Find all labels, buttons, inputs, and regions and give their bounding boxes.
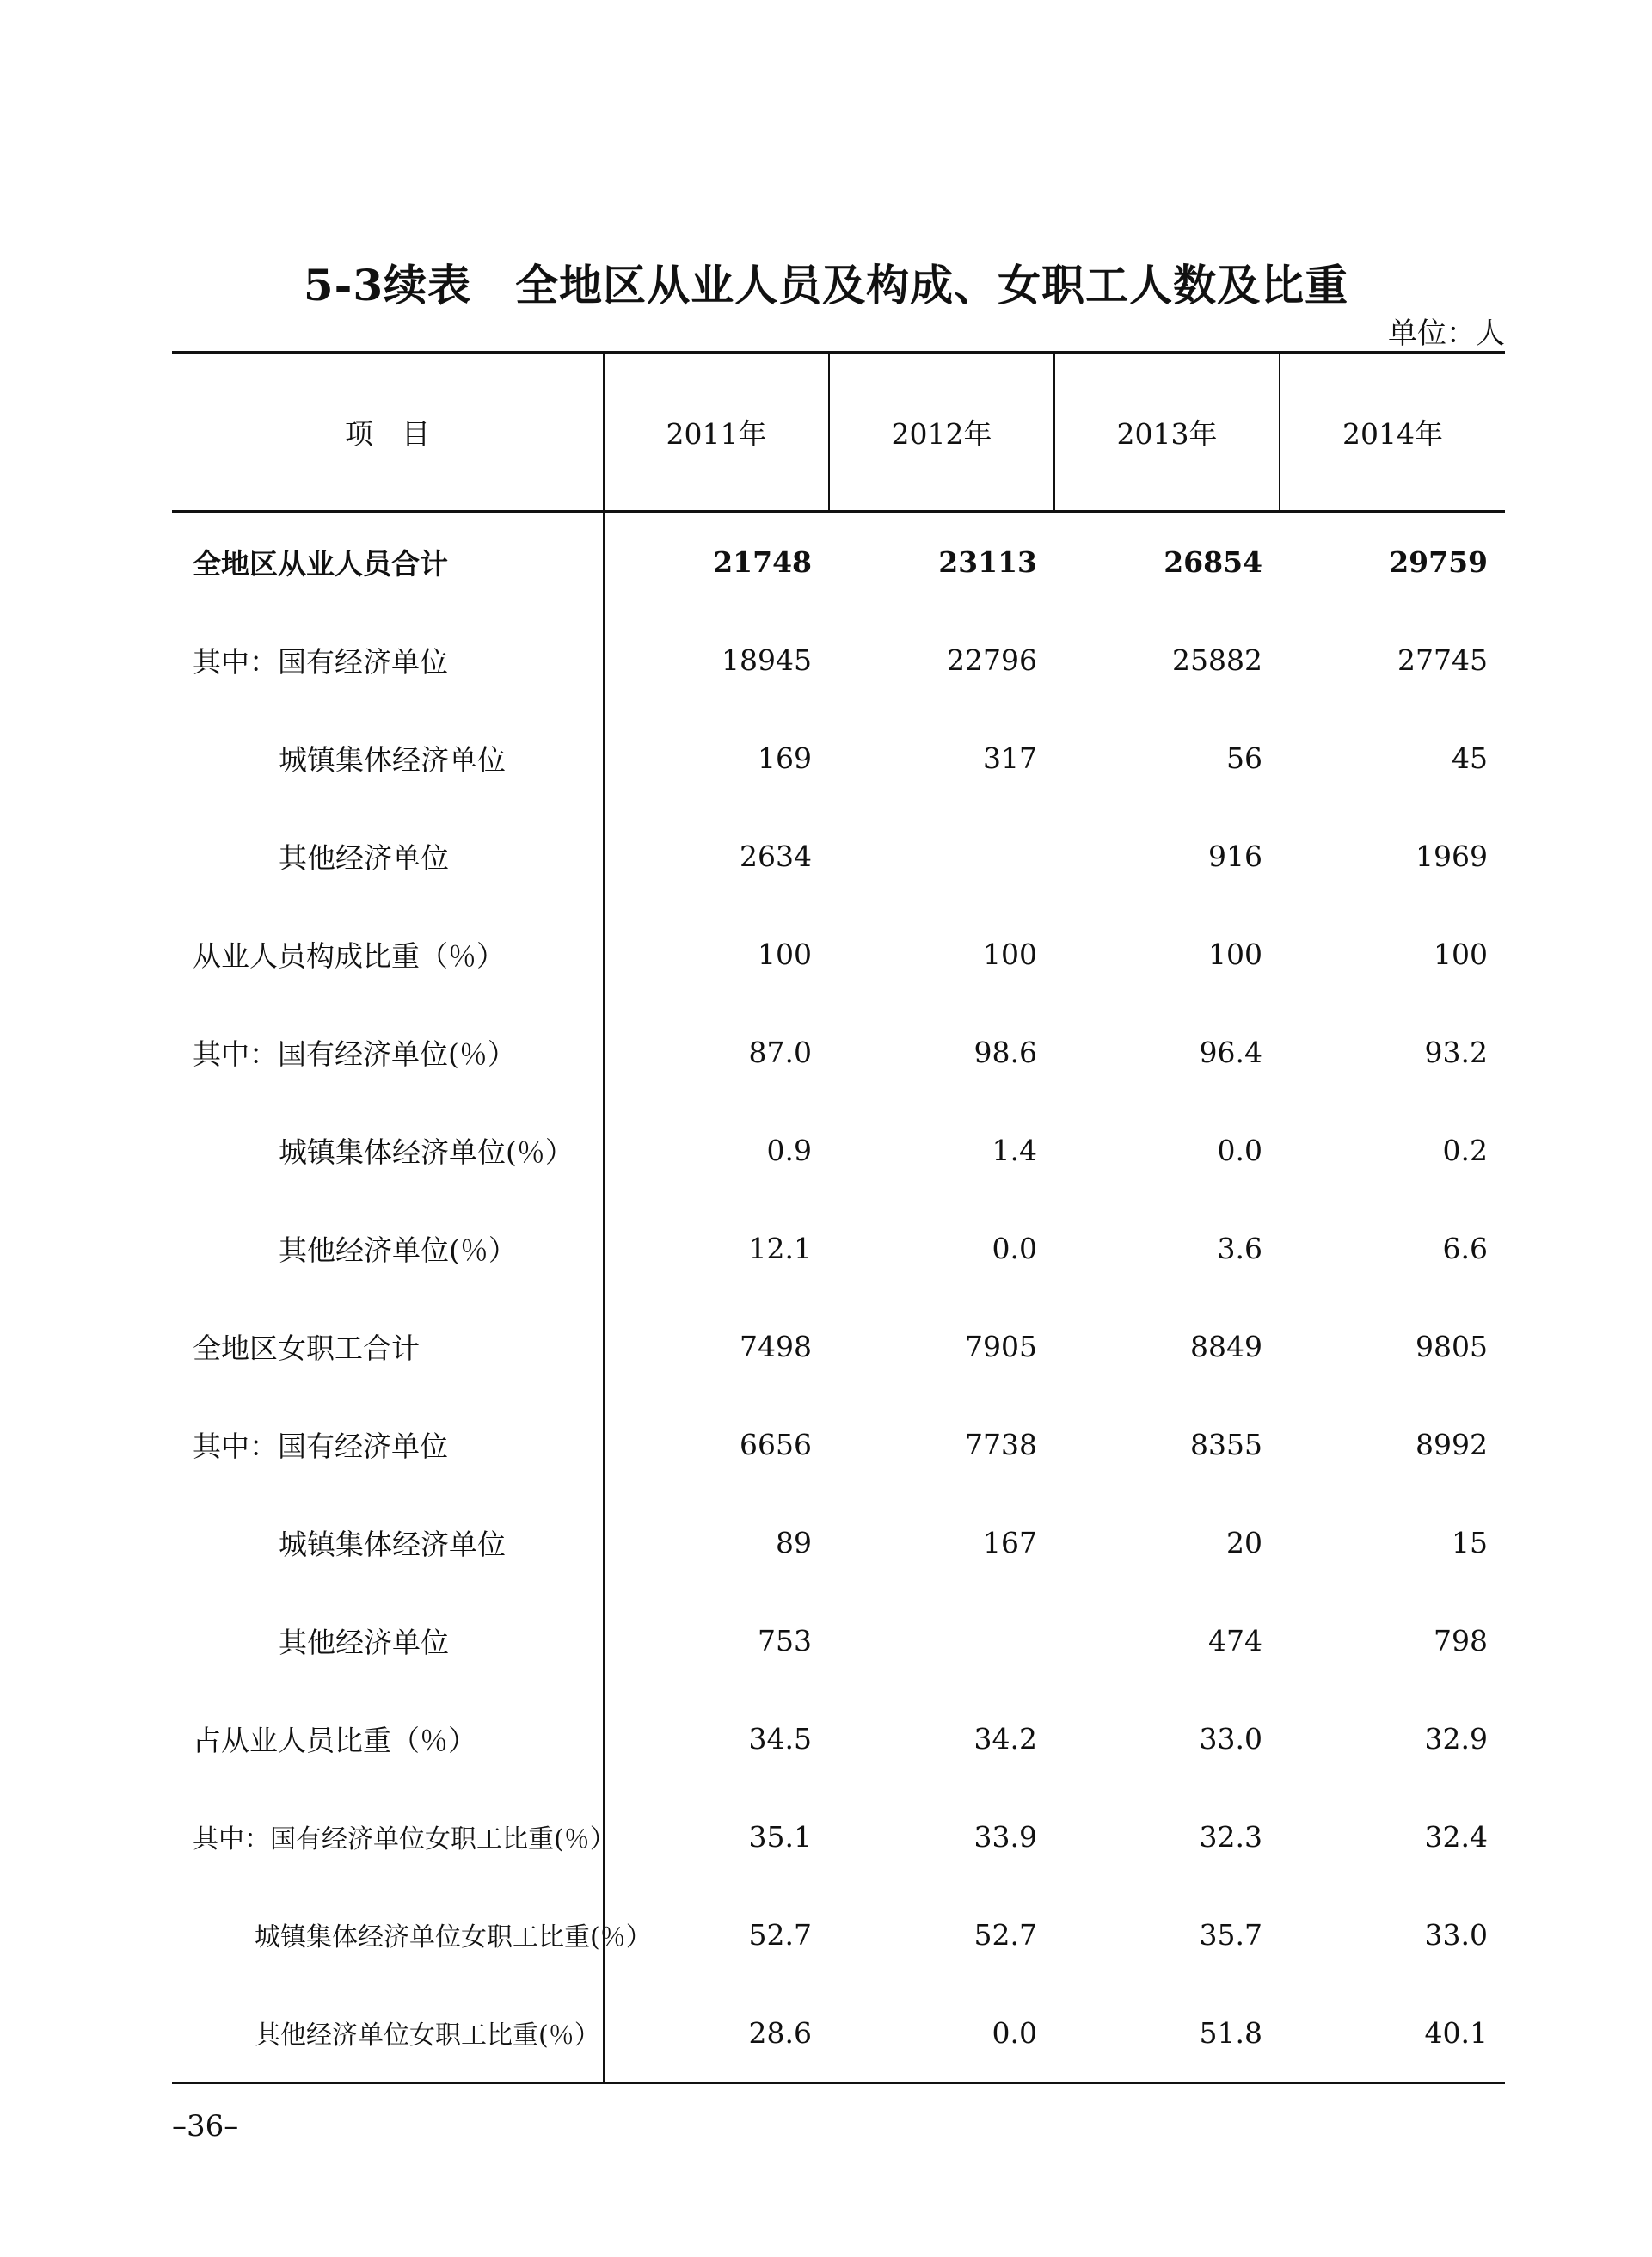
row-label: 从业人员构成比重（％） <box>172 905 604 1003</box>
row-label: 其他经济单位 <box>172 807 604 905</box>
row-label: 其他经济单位女职工比重(％） <box>172 1983 604 2083</box>
table-row <box>172 1101 1505 1199</box>
cell-value: 167 <box>983 1525 1037 1559</box>
cell-value: 2634 <box>740 839 812 873</box>
cell-value: 93.2 <box>1424 1035 1488 1069</box>
cell-value: 100 <box>983 937 1037 971</box>
cell-value: 89 <box>776 1525 812 1559</box>
cell-value: 0.0 <box>1217 1133 1262 1167</box>
header-year-2013: 2013年 <box>1054 353 1280 512</box>
table-row <box>172 1199 1505 1297</box>
table-row <box>172 1493 1505 1591</box>
cell-value: 32.9 <box>1424 1721 1488 1756</box>
cell-value: 474 <box>1208 1623 1262 1657</box>
row-label: 城镇集体经济单位 <box>172 709 604 807</box>
data-table <box>172 351 1505 2084</box>
cell-value: 98.6 <box>973 1035 1037 1069</box>
cell-value: 7905 <box>965 1329 1037 1363</box>
cell-value: 25882 <box>1172 643 1262 677</box>
row-label: 城镇集体经济单位(％） <box>172 1101 604 1199</box>
cell-value: 26854 <box>1164 544 1262 579</box>
cell-value: 100 <box>1434 937 1488 971</box>
page-number: –36– <box>172 2109 239 2143</box>
cell-value: 798 <box>1434 1623 1488 1657</box>
table-header-row <box>172 353 1505 512</box>
cell-value: 32.4 <box>1424 1819 1488 1854</box>
cell-value: 12.1 <box>748 1231 812 1265</box>
cell-value: 33.0 <box>1424 1917 1488 1952</box>
cell-value: 6.6 <box>1442 1231 1488 1265</box>
cell-value: 33.9 <box>973 1819 1037 1854</box>
table-row <box>172 1689 1505 1787</box>
cell-value: 51.8 <box>1054 1983 1280 2083</box>
table-row <box>172 709 1505 807</box>
cell-value: 56 <box>1226 741 1262 775</box>
row-label: 其他经济单位(％） <box>172 1199 604 1297</box>
cell-value: 753 <box>758 1623 812 1657</box>
header-year-2011: 2011年 <box>604 353 829 512</box>
table-row <box>172 512 1505 612</box>
table-row <box>172 1591 1505 1689</box>
cell-value <box>829 807 1054 905</box>
row-label: 其中：国有经济单位(％） <box>172 1003 604 1101</box>
cell-value: 29759 <box>1389 544 1488 579</box>
cell-value: 1969 <box>1416 839 1488 873</box>
cell-value: 32.3 <box>1199 1819 1262 1854</box>
cell-value: 87.0 <box>748 1035 812 1069</box>
cell-value: 20 <box>1226 1525 1262 1559</box>
cell-value: 6656 <box>740 1427 812 1461</box>
header-year-2012: 2012年 <box>829 353 1054 512</box>
header-item: 项 目 <box>172 353 604 512</box>
row-label: 全地区从业人员合计 <box>172 512 604 612</box>
cell-value: 15 <box>1452 1525 1488 1559</box>
row-label: 其中：国有经济单位女职工比重(％） <box>172 1787 604 1885</box>
cell-value: 28.6 <box>604 1983 829 2083</box>
unit-label: 单位：人 <box>1388 317 1505 351</box>
table-row <box>172 611 1505 709</box>
cell-value: 0.0 <box>829 1983 1054 2083</box>
cell-value: 0.9 <box>766 1133 812 1167</box>
row-label: 占从业人员比重（％） <box>172 1689 604 1787</box>
cell-value: 916 <box>1208 839 1262 873</box>
cell-value: 27745 <box>1397 643 1488 677</box>
cell-value: 9805 <box>1416 1329 1488 1363</box>
table-row <box>172 1983 1505 2083</box>
row-label: 城镇集体经济单位女职工比重(％） <box>172 1885 604 1983</box>
row-label: 其他经济单位 <box>172 1591 604 1689</box>
data-table-container <box>172 351 1505 2084</box>
cell-value: 35.7 <box>1199 1917 1262 1952</box>
cell-value: 317 <box>983 741 1037 775</box>
cell-value: 22796 <box>947 643 1037 677</box>
cell-value: 1.4 <box>992 1133 1037 1167</box>
row-label: 城镇集体经济单位 <box>172 1493 604 1591</box>
cell-value: 100 <box>1208 937 1262 971</box>
table-row <box>172 1885 1505 1983</box>
table-row <box>172 1003 1505 1101</box>
table-row <box>172 1787 1505 1885</box>
cell-value: 169 <box>758 741 812 775</box>
cell-value: 0.0 <box>992 1231 1037 1265</box>
row-label: 其中：国有经济单位 <box>172 1395 604 1493</box>
cell-value: 3.6 <box>1217 1231 1262 1265</box>
cell-value: 35.1 <box>748 1819 812 1854</box>
table-row <box>172 807 1505 905</box>
cell-value: 8849 <box>1190 1329 1262 1363</box>
cell-value: 8355 <box>1190 1427 1262 1461</box>
cell-value: 23113 <box>938 544 1037 579</box>
cell-value: 96.4 <box>1199 1035 1262 1069</box>
cell-value: 52.7 <box>973 1917 1037 1952</box>
cell-value: 21748 <box>713 544 812 579</box>
table-row <box>172 1297 1505 1395</box>
cell-value: 33.0 <box>1199 1721 1262 1756</box>
cell-value: 52.7 <box>748 1917 812 1952</box>
cell-value: 7498 <box>740 1329 812 1363</box>
row-label: 其中：国有经济单位 <box>172 611 604 709</box>
cell-value: 34.5 <box>748 1721 812 1756</box>
cell-value: 34.2 <box>973 1721 1037 1756</box>
cell-value: 8992 <box>1416 1427 1488 1461</box>
table-row <box>172 905 1505 1003</box>
cell-value: 45 <box>1452 741 1488 775</box>
header-year-2014: 2014年 <box>1280 353 1505 512</box>
cell-value: 0.2 <box>1442 1133 1488 1167</box>
cell-value: 7738 <box>965 1427 1037 1461</box>
cell-value: 18945 <box>722 643 812 677</box>
cell-value: 100 <box>758 937 812 971</box>
row-label: 全地区女职工合计 <box>172 1297 604 1395</box>
table-row <box>172 1395 1505 1493</box>
cell-value <box>829 1591 1054 1689</box>
page-title: 5-3续表 全地区从业人员及构成、女职工人数及比重 <box>303 260 1349 311</box>
cell-value: 40.1 <box>1280 1983 1505 2083</box>
